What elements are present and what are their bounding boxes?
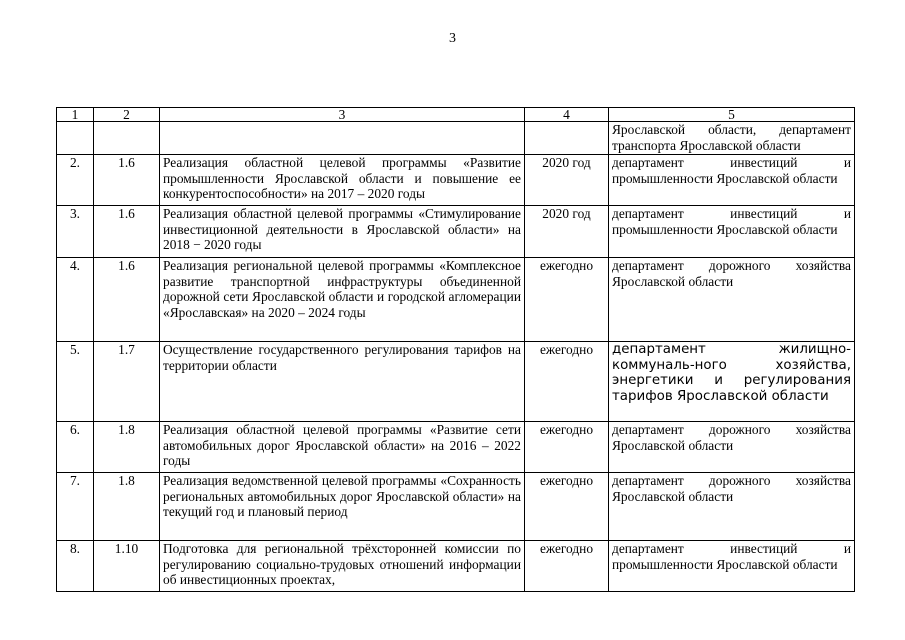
row-term: ежегодно <box>525 258 609 342</box>
row-reference: 1.10 <box>94 541 160 592</box>
table-row <box>57 206 855 258</box>
row-term: ежегодно <box>525 541 609 592</box>
row-executor: департамент дорожного хозяйства Ярославской области <box>609 473 855 541</box>
row-term: ежегодно <box>525 342 609 422</box>
row-executor: департамент инвестиций и промышленности Ярославской области <box>609 206 855 258</box>
row-executor: департамент инвестиций и промышленности Ярославской области <box>609 155 855 206</box>
table-row <box>57 473 855 541</box>
row-number: 4. <box>57 258 94 342</box>
row-number: 5. <box>57 342 94 422</box>
row-reference: 1.8 <box>94 422 160 473</box>
row-reference: 1.6 <box>94 206 160 258</box>
page-number: 3 <box>449 31 456 46</box>
row-term <box>525 122 609 155</box>
row-term: 2020 год <box>525 206 609 258</box>
row-description: Реализация областной целевой программы «Развитие промышленности Ярославской области и повышение ее конкурентоспособности» на 2017 – 2020 годы <box>160 155 525 206</box>
table-row <box>57 258 855 342</box>
header-col-3: 3 <box>160 108 525 122</box>
row-executor: департамент инвестиций и промышленности Ярославской области <box>609 541 855 592</box>
row-description: Реализация региональной целевой программы «Комплексное развитие транспортной инфраструктуры объединенной дорожной сети Ярославской области и городской агломерации «Ярославская» на 2020 – 2024 годы <box>160 258 525 342</box>
row-term: 2020 год <box>525 155 609 206</box>
row-description: Подготовка для региональной трёхсторонней комиссии по регулированию социально-трудовых отношений информации об инвестиционных проектах, <box>160 541 525 592</box>
row-description: Осуществление государственного регулирования тарифов на территории области <box>160 342 525 422</box>
row-description <box>160 122 525 155</box>
row-reference: 1.7 <box>94 342 160 422</box>
row-number <box>57 122 94 155</box>
table-row <box>57 122 855 155</box>
row-number: 8. <box>57 541 94 592</box>
header-col-4: 4 <box>525 108 609 122</box>
row-reference <box>94 122 160 155</box>
row-description: Реализация ведомственной целевой программы «Сохранность региональных автомобильных дорог Ярославской области» на текущий год и плановый период <box>160 473 525 541</box>
row-executor: департамент жилищно-коммуналь-ного хозяйства, энергетики и регулирования тарифов Ярославской области <box>609 342 855 422</box>
row-reference: 1.6 <box>94 155 160 206</box>
table-row <box>57 342 855 422</box>
row-number: 6. <box>57 422 94 473</box>
row-term: ежегодно <box>525 473 609 541</box>
row-description: Реализация областной целевой программы «Стимулирование инвестиционной деятельности в Ярославской области» на 2018 − 2020 годы <box>160 206 525 258</box>
row-reference: 1.6 <box>94 258 160 342</box>
row-reference: 1.8 <box>94 473 160 541</box>
row-executor: департамент дорожного хозяйства Ярославской области <box>609 422 855 473</box>
row-term: ежегодно <box>525 422 609 473</box>
row-executor: департамент дорожного хозяйства Ярославской области <box>609 258 855 342</box>
table-header-row <box>57 108 855 122</box>
header-col-2: 2 <box>94 108 160 122</box>
row-executor: Ярославской области, департамент транспорта Ярославской области <box>609 122 855 155</box>
row-description: Реализация областной целевой программы «Развитие сети автомобильных дорог Ярославской области» на 2016 – 2022 годы <box>160 422 525 473</box>
row-number: 3. <box>57 206 94 258</box>
row-number: 7. <box>57 473 94 541</box>
header-col-5: 5 <box>609 108 855 122</box>
table-row <box>57 422 855 473</box>
row-number: 2. <box>57 155 94 206</box>
table-row <box>57 155 855 206</box>
table-row <box>57 541 855 592</box>
header-col-1: 1 <box>57 108 94 122</box>
measures-table <box>56 107 855 592</box>
